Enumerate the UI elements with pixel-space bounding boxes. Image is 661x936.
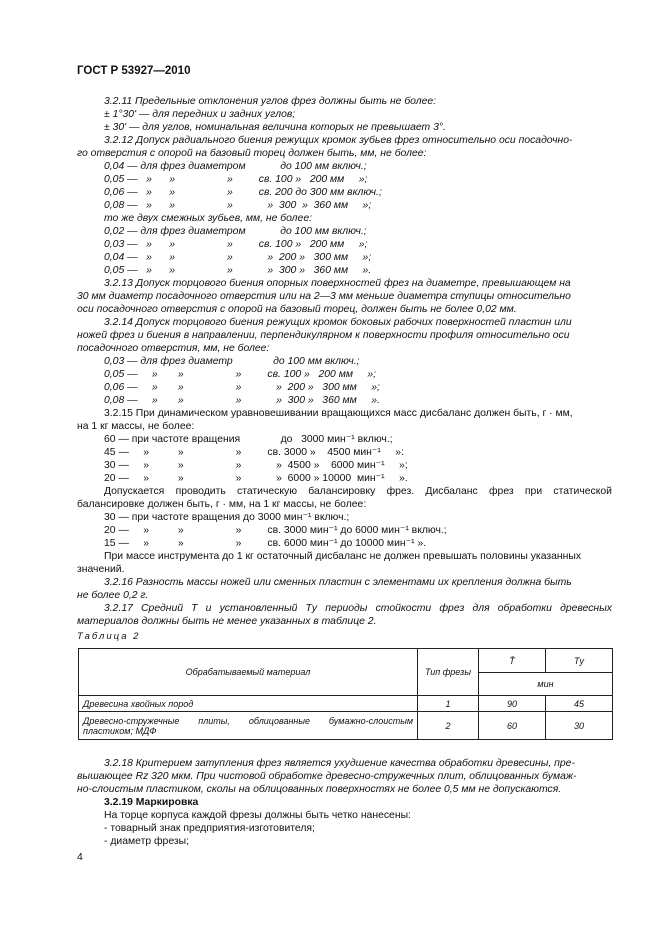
clause-3-2-17: 3.2.17 Средний T и установленный Tу периоды стойкости фрез для обработки древесных (104, 603, 612, 614)
text-line: посадочного отверстия, мм, не более: (77, 343, 270, 354)
document-id: ГОСТ Р 53927—2010 (77, 65, 191, 77)
clause-3-2-12: 3.2.12 Допуск радиального биения режущих кромок зубьев фрез относительно оси посадочно- (104, 135, 573, 146)
clause-3-2-13: 3.2.13 Допуск торцового биения опорных поверхностей фрез на диаметре, превышающем на (104, 278, 571, 289)
text-line: 60 — при частоте вращения до 3000 мин⁻¹ включ.; (104, 434, 393, 445)
text-line: 0,04 — » » » » 200 » 300 мм »; (104, 252, 372, 263)
cell-type: 1 (418, 696, 479, 712)
list-item: - товарный знак предприятия-изготовителя; (104, 823, 315, 834)
cell-t: 90 (479, 696, 546, 712)
text-line: го отверстия с опорой на базовый торец должен быть, мм, не более: (77, 148, 427, 159)
unit-cell: мин (479, 673, 613, 696)
text-line: 30 — » » » » 4500 » 6000 мин⁻¹ »; (104, 460, 408, 471)
text-line: 45 — » » » св. 3000 » 4500 мин⁻¹ »: (104, 447, 404, 458)
text-line: то же двух смежных зубьев, мм, не более: (104, 213, 312, 224)
text-line: 0,08 — » » » » 300 » 360 мм »; (104, 200, 372, 211)
text-line: На торце корпуса каждой фрезы должны быть четко нанесены: (104, 810, 411, 821)
col-header-ty: Tу (546, 649, 613, 673)
text-line: 0,05 — » » » св. 100 » 200 мм »; (104, 174, 368, 185)
text-line: 15 — » » » св. 6000 мин⁻¹ до 10000 мин⁻¹ ». (104, 538, 427, 549)
table-row (79, 712, 613, 740)
col-header-type: Тип фрезы (418, 649, 479, 696)
text-line: ножей фрез и биения в направлении, перпендикулярном к поверхности профиля относительно оси (77, 330, 570, 341)
cell-ty: 45 (546, 696, 613, 712)
text-line: ± 30' — для углов, номинальная величина которых не превышает 3°. (104, 122, 446, 133)
list-item: - диаметр фрезы; (104, 836, 189, 847)
text-line: балансировке должен быть, г · мм, на 1 кг массы, не более: (77, 499, 367, 510)
text-line: 30 — при частоте вращения до 3000 мин⁻¹ включ.; (104, 512, 350, 523)
cell-material: Древесно-стружечные плиты, облицованные бумажно-слоистым пластиком; МДФ (79, 712, 418, 740)
table-2 (78, 648, 613, 740)
text-line: При массе инструмента до 1 кг остаточный дисбаланс не должен превышать половины указанных (104, 551, 582, 562)
clause-3-2-15: 3.2.15 При динамическом уравновешивании вращающихся масс дисбаланс должен быть, г · мм, (104, 408, 573, 419)
text-line: 30 мм диаметр посадочного отверстия или на 2—3 мм меньше диаметра ступицы относительно (77, 291, 571, 302)
text-line: ± 1°30' — для передних и задних углов; (104, 109, 296, 120)
cell-material: Древесина хвойных пород (79, 696, 418, 712)
text-line: не более 0,2 г. (77, 590, 149, 601)
cell-ty: 30 (546, 712, 613, 740)
text-line: оси посадочного отверстия с опорой на базовый торец, должен быть не более 0,02 мм. (77, 304, 517, 315)
col-header-t: T̄ (479, 649, 546, 673)
cell-type: 2 (418, 712, 479, 740)
text-line: 20 — » » » » 6000 » 10000 мин⁻¹ ». (104, 473, 408, 484)
text-line: значений. (77, 564, 125, 575)
text-line: 0,05 — » » » св. 100 » 200 мм »; (104, 369, 377, 380)
text-line: но-слоистым пластиком, сколы на облицованных поверхностях не более 0,5 мм не допускаются. (77, 784, 562, 795)
text-line: вышающее Rz 320 мкм. При чистовой обработке древесно-стружечных плит, облицованных бумаж- (77, 771, 577, 782)
clause-3-2-19-heading: 3.2.19 Маркировка (104, 797, 199, 808)
text-line: 0,08 — » » » » 300 » 360 мм ». (104, 395, 380, 406)
text-line: 20 — » » » св. 3000 мин⁻¹ до 6000 мин⁻¹ включ.; (104, 525, 447, 536)
col-header-material: Обрабатываемый материал (79, 649, 418, 696)
cell-t: 60 (479, 712, 546, 740)
clause-3-2-18: 3.2.18 Критерием затупления фрез является ухудшение качества обработки древесины, пре- (104, 758, 575, 769)
text-line: 0,06 — » » » » 200 » 300 мм »; (104, 382, 380, 393)
text-line: на 1 кг массы, не более: (77, 421, 195, 432)
text-line: 0,06 — » » » св. 200 до 300 мм включ.; (104, 187, 382, 198)
text-line: 0,05 — » » » » 300 » 360 мм ». (104, 265, 372, 276)
text-line: 0,03 — для фрез диаметр до 100 мм включ.; (104, 356, 360, 367)
table-row (79, 696, 613, 712)
clause-3-2-11: 3.2.11 Предельные отклонения углов фрез должны быть не более: (104, 96, 437, 107)
text-line: 0,03 — » » » св. 100 » 200 мм »; (104, 239, 368, 250)
text-line: Допускается проводить статическую балансировку фрез. Дисбаланс фрез при статической (104, 486, 612, 497)
clause-3-2-16: 3.2.16 Разность массы ножей или сменных пластин с элементами их крепления должна быть (104, 577, 572, 588)
clause-3-2-14: 3.2.14 Допуск торцового биения режущих кромок боковых рабочих поверхностей пластин или (104, 317, 572, 328)
page-number: 4 (77, 852, 83, 863)
text-line: материалов должны быть не менее указанных в таблице 2. (77, 616, 377, 627)
text-line: 0,02 — для фрез диаметром до 100 мм включ.; (104, 226, 367, 237)
table-caption: Таблица 2 (77, 631, 141, 642)
text-line: 0,04 — для фрез диаметром до 100 мм включ.; (104, 161, 367, 172)
